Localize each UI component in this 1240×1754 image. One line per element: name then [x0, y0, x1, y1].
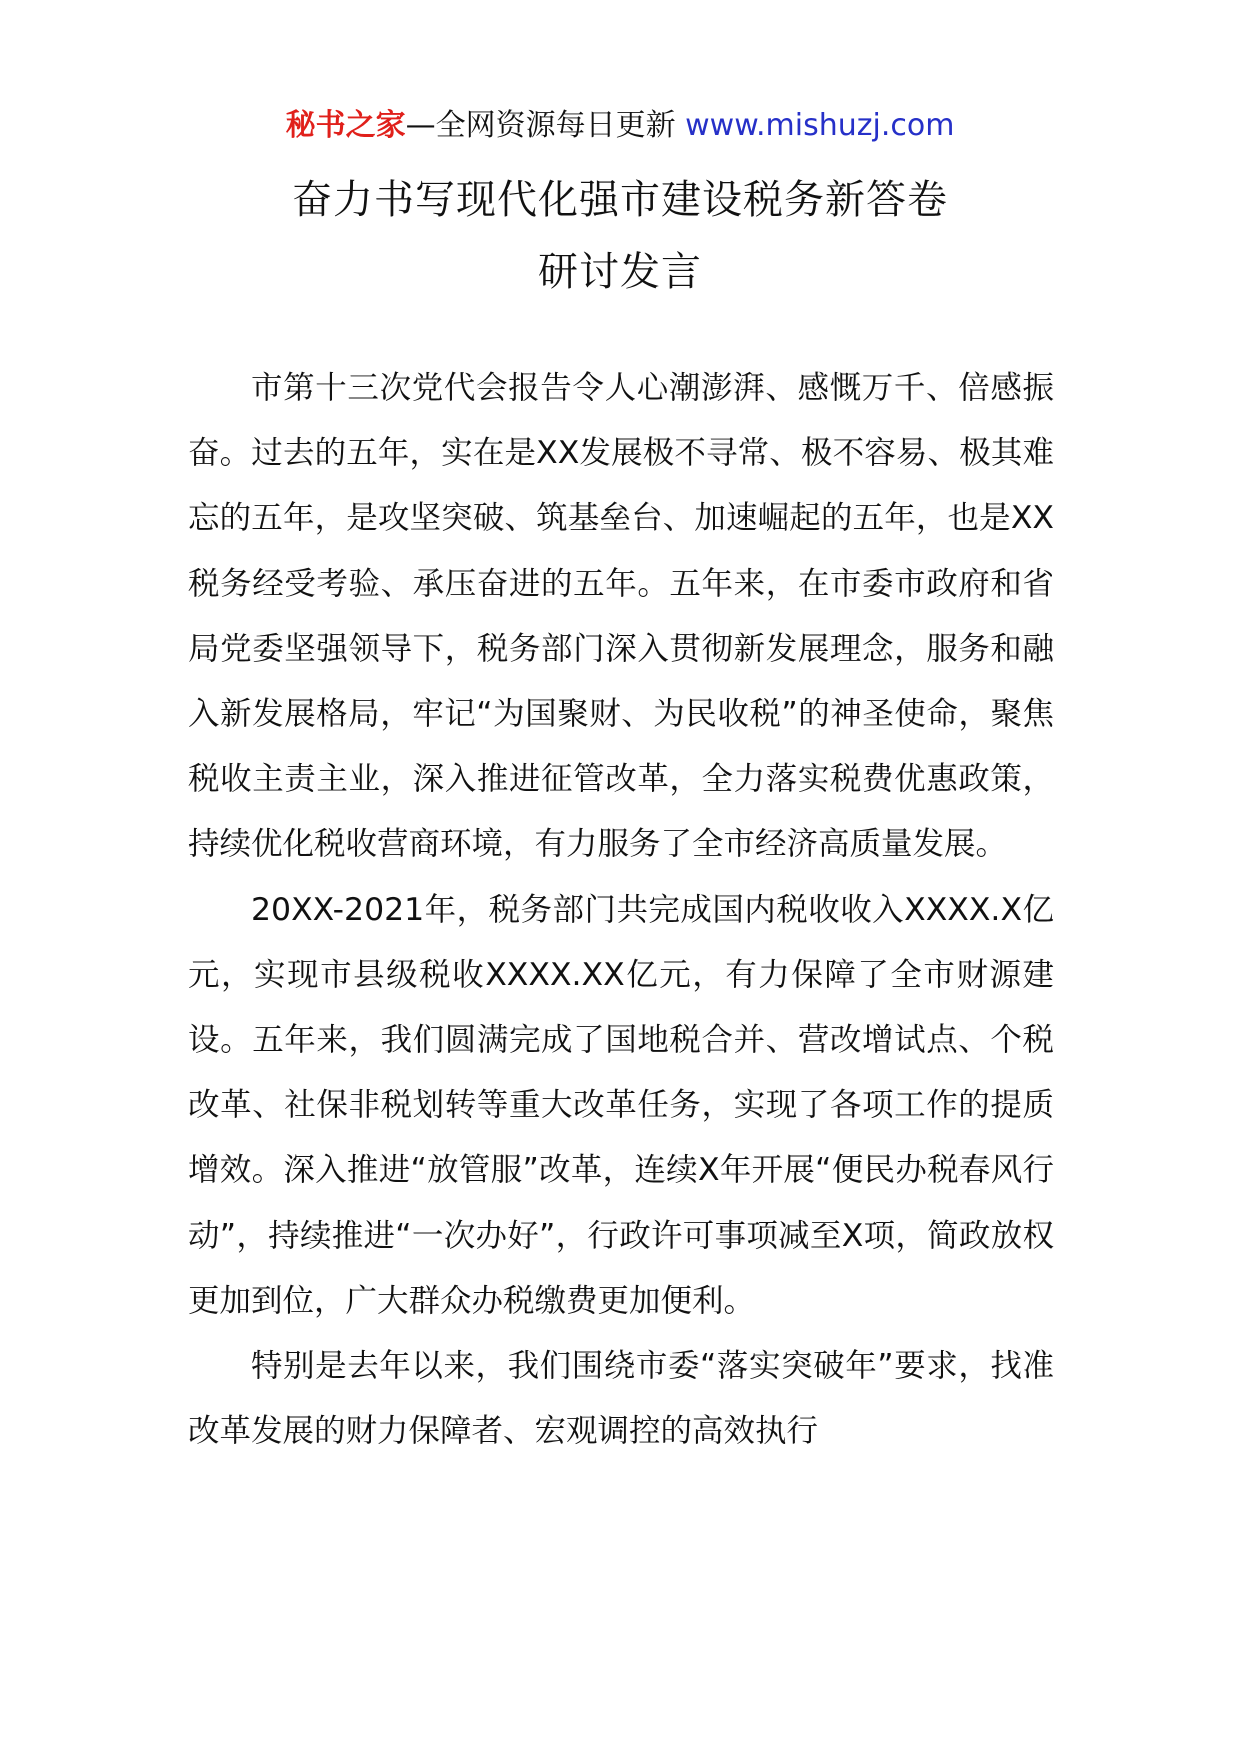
site-url[interactable]: www.mishuzj.com — [685, 108, 955, 143]
title-line-1: 奋力书写现代化强市建设税务新答卷 — [292, 177, 948, 223]
paragraph-3: 特别是去年以来，我们围绕市委“落实突破年”要求，找准改革发展的财力保障者、宏观调控的高效执行 — [188, 1348, 1054, 1450]
title-line-2: 研讨发言 — [538, 249, 702, 295]
paragraph-2: 20XX-2021年，税务部门共完成国内税收收入XXXX.X亿元，实现市县级税收XXXX.XX亿元，有力保障了全市财源建设。五年来，我们圆满完成了国地税合并、营改增试点、个税改革、社保非税划转等重大改革任务，实现了各项工作的提质增效。深入推进“放管服”改革，连续X年开展“便民办税春风行动”，持续推进“一次办好”，行政许可事项减至X项，简政放权更加到位，广大群众办税缴费更加便利。 — [188, 891, 1054, 1319]
site-header — [0, 104, 1240, 148]
header-slogan: —全网资源每日更新 — [405, 108, 686, 143]
document-title — [0, 164, 1240, 308]
paragraph-1: 市第十三次党代会报告令人心潮澎湃、感慨万千、倍感振奋。过去的五年，实在是XX发展极不寻常、极不容易、极其难忘的五年，是攻坚突破、筑基垒台、加速崛起的五年，也是XX税务经受考验、承压奋进的五年。五年来，在市委市政府和省局党委坚强领导下，税务部门深入贯彻新发展理念，服务和融入新发展格局，牢记“为国聚财、为民收税”的神圣使命，聚焦税收主责主业，深入推进征管改革，全力落实税费优惠政策，持续优化税收营商环境，有力服务了全市经济高质量发展。 — [188, 370, 1054, 863]
brand-name: 秘书之家 — [285, 108, 406, 143]
document-body — [188, 356, 1054, 1464]
